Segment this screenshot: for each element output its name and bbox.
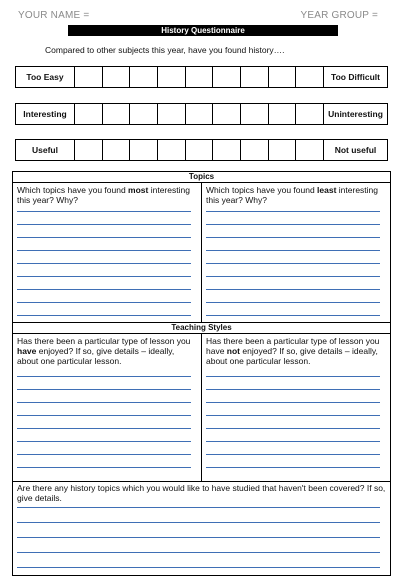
rating-cells xyxy=(74,67,324,87)
rating-cell[interactable] xyxy=(240,140,268,160)
scale-row-interest xyxy=(15,103,388,125)
not-enjoyed-lesson-column xyxy=(201,334,390,481)
answer-lines[interactable] xyxy=(206,211,380,316)
rating-cell[interactable] xyxy=(268,140,296,160)
rating-cell[interactable] xyxy=(268,67,296,87)
scale-right-label: Not useful xyxy=(334,145,377,155)
rating-cell[interactable] xyxy=(129,140,157,160)
rating-cells xyxy=(74,140,324,160)
rating-cell[interactable] xyxy=(157,67,185,87)
rating-cell[interactable] xyxy=(212,67,240,87)
rating-cell[interactable] xyxy=(157,140,185,160)
enjoyed-lesson-column xyxy=(13,334,201,481)
scale-left-label: Too Easy xyxy=(26,72,64,82)
rating-cell[interactable] xyxy=(102,104,130,124)
rating-cells xyxy=(74,104,324,124)
topics-most-question: Which topics have you found most interesting this year? Why? xyxy=(17,185,190,205)
topics-section xyxy=(12,171,391,323)
rating-cell[interactable] xyxy=(129,104,157,124)
scale-right-label: Too Difficult xyxy=(331,72,380,82)
name-label: YOUR NAME = xyxy=(18,10,90,21)
rating-cell[interactable] xyxy=(102,67,130,87)
scale-row-difficulty xyxy=(15,66,388,88)
rating-cell[interactable] xyxy=(74,140,102,160)
topics-most-column xyxy=(13,183,201,322)
intro-text: Compared to other subjects this year, have you found history…. xyxy=(45,45,285,55)
rating-cell[interactable] xyxy=(102,140,130,160)
enjoyed-lesson-question: Has there been a particular type of lesson you have enjoyed? If so, give details – ideally, about one particular lesson. xyxy=(17,336,191,366)
rating-cell[interactable] xyxy=(240,67,268,87)
scale-row-usefulness xyxy=(15,139,388,161)
scale-left-label: Useful xyxy=(32,145,58,155)
rating-cell[interactable] xyxy=(185,140,213,160)
answer-lines[interactable] xyxy=(17,211,191,316)
scale-right-label: Uninteresting xyxy=(328,109,383,119)
answer-lines[interactable] xyxy=(206,376,380,468)
scale-left-label: Interesting xyxy=(23,109,67,119)
rating-cell[interactable] xyxy=(74,67,102,87)
rating-cell[interactable] xyxy=(129,67,157,87)
page-title: History Questionnaire xyxy=(68,25,338,36)
answer-lines[interactable] xyxy=(17,507,380,568)
rating-cell[interactable] xyxy=(295,140,324,160)
year-group-label: YEAR GROUP = xyxy=(300,10,378,21)
rating-cell[interactable] xyxy=(212,104,240,124)
not-enjoyed-lesson-question: Has there been a particular type of lesson you have not enjoyed? If so, give details – ideally, about one particular lesson. xyxy=(206,336,380,366)
rating-cell[interactable] xyxy=(185,67,213,87)
topics-least-question: Which topics have you found least interesting this year? Why? xyxy=(206,185,379,205)
rating-cell[interactable] xyxy=(268,104,296,124)
teaching-styles-section xyxy=(12,322,391,482)
rating-cell[interactable] xyxy=(295,67,324,87)
rating-cell[interactable] xyxy=(295,104,324,124)
rating-cell[interactable] xyxy=(157,104,185,124)
topics-heading: Topics xyxy=(13,172,390,183)
teaching-styles-heading: Teaching Styles xyxy=(13,323,390,334)
rating-cell[interactable] xyxy=(240,104,268,124)
rating-cell[interactable] xyxy=(185,104,213,124)
future-topics-box xyxy=(12,481,391,576)
topics-least-column xyxy=(201,183,390,322)
rating-cell[interactable] xyxy=(212,140,240,160)
rating-cell[interactable] xyxy=(74,104,102,124)
answer-lines[interactable] xyxy=(17,376,191,468)
future-topics-question: Are there any history topics which you would like to have studied that haven't been covered? If so, give details. xyxy=(17,483,386,503)
